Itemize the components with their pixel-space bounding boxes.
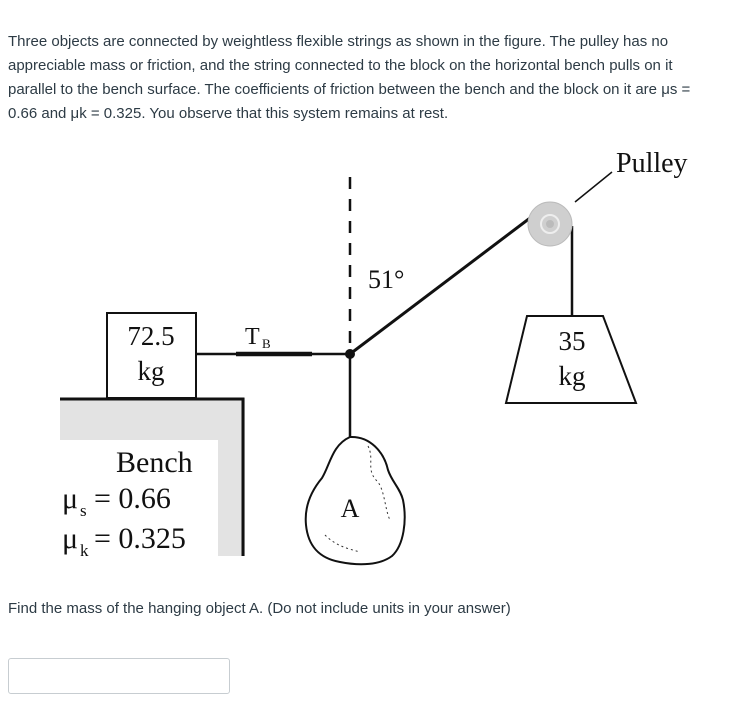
block-mass-value: 72.5 — [127, 321, 175, 351]
pulley-icon — [528, 202, 572, 246]
hanging-mass-value: 35 — [558, 326, 586, 356]
question-prompt: Find the mass of the hanging object A. (Do not include units in your answer) — [8, 600, 511, 617]
bench-label: Bench — [116, 446, 193, 479]
mu-s-value: = 0.66 — [94, 482, 171, 515]
tension-sub: B — [262, 336, 271, 351]
angle-label: 51° — [368, 265, 405, 294]
mu-k-sub: k — [80, 541, 89, 560]
mu-k-symbol: μ — [62, 522, 79, 555]
question-text: Three objects are connected by weightless flexible strings as shown in the figure. The pulley has no appreciable mass or friction, and the string connected to the block on the horizontal bench pulls on it parallel to the bench surface. The coefficients of friction between the bench and the block on it are μs = 0.66 and μk = 0.325. You observe that this system remains at rest. — [8, 33, 691, 122]
block-mass-unit: kg — [137, 356, 165, 386]
pulley-label: Pulley — [616, 148, 688, 179]
mu-s-symbol: μ — [62, 482, 79, 515]
object-label: A — [340, 494, 360, 523]
pulley-pointer — [575, 172, 612, 202]
tension-label: T — [245, 324, 260, 350]
knot — [345, 349, 355, 359]
mu-s-sub: s — [80, 501, 87, 520]
answer-input[interactable] — [8, 658, 230, 694]
hanging-mass-unit: kg — [558, 361, 586, 391]
mu-k-value: = 0.325 — [94, 522, 186, 555]
